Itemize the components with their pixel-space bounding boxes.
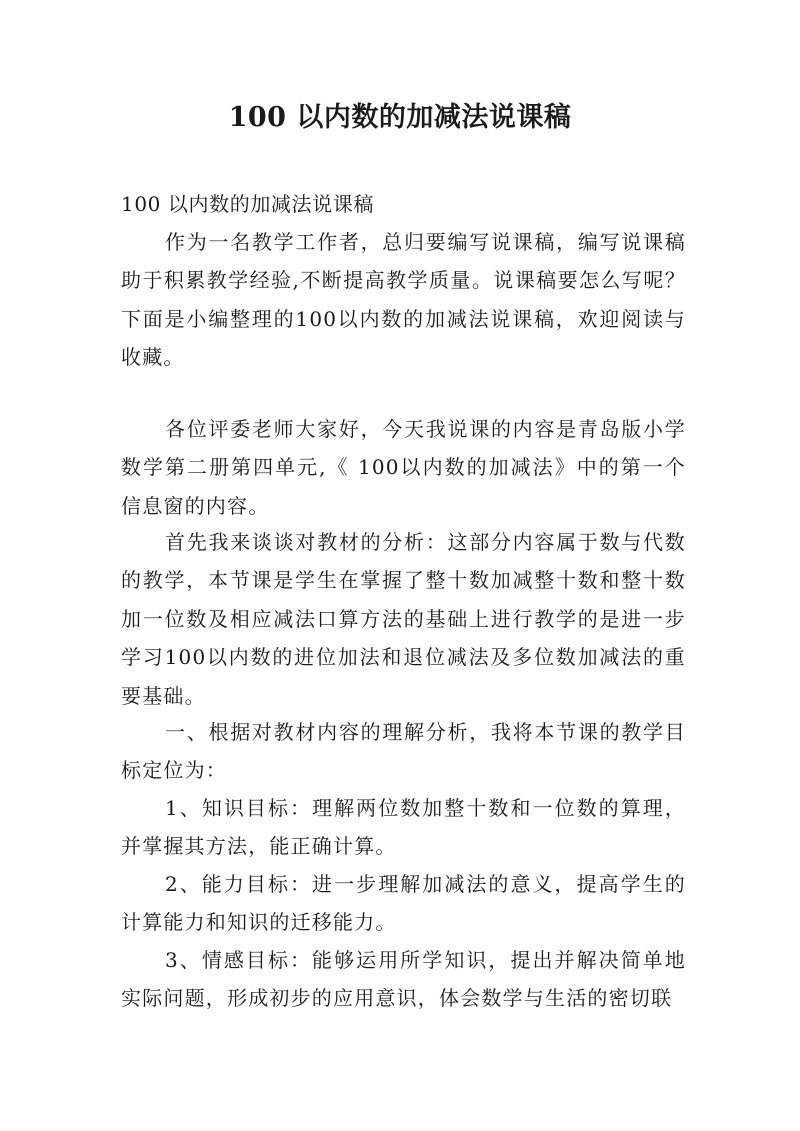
paragraph-greeting: 各位评委老师大家好，今天我说课的内容是青岛版小学数学第二册第四单元,《 100以内数的加减法》中的第一个信息窗的内容。: [121, 417, 686, 518]
paragraph-emotion-goal: 3、情感目标：能够运用所学知识，提出并解决简单地实际问题，形成初步的应用意识，体会数学与生活的密切联: [121, 948, 686, 1011]
document-subtitle: 100 以内数的加减法说课稿: [121, 192, 374, 216]
paragraph-teaching-goals: 一、根据对教材内容的理解分析，我将本节课的教学目标定位为：: [121, 720, 686, 783]
paragraph-intro: 作为一名教学工作者，总归要编写说课稿，编写说课稿助于积累教学经验,不断提高教学质量。说课稿要怎么写呢？下面是小编整理的100以内数的加减法说课稿，欢迎阅读与收藏。: [121, 230, 686, 370]
paragraph-knowledge-goal: 1、知识目标：理解两位数加整十数和一位数的算理，并掌握其方法，能正确计算。: [121, 796, 686, 859]
paragraph-ability-goal: 2、能力目标：进一步理解加减法的意义，提高学生的计算能力和知识的迁移能力。: [121, 872, 686, 935]
paragraph-textbook-analysis: 首先我来谈谈对教材的分析：这部分内容属于数与代数的教学，本节课是学生在掌握了整十数加减整十数和整十数加一位数及相应减法口算方法的基础上进行教学的是进一步学习100以内数的进位加法和退位减法及多位数加减法的重要基础。: [121, 530, 686, 708]
document-title: 100 以内数的加减法说课稿: [228, 102, 572, 133]
